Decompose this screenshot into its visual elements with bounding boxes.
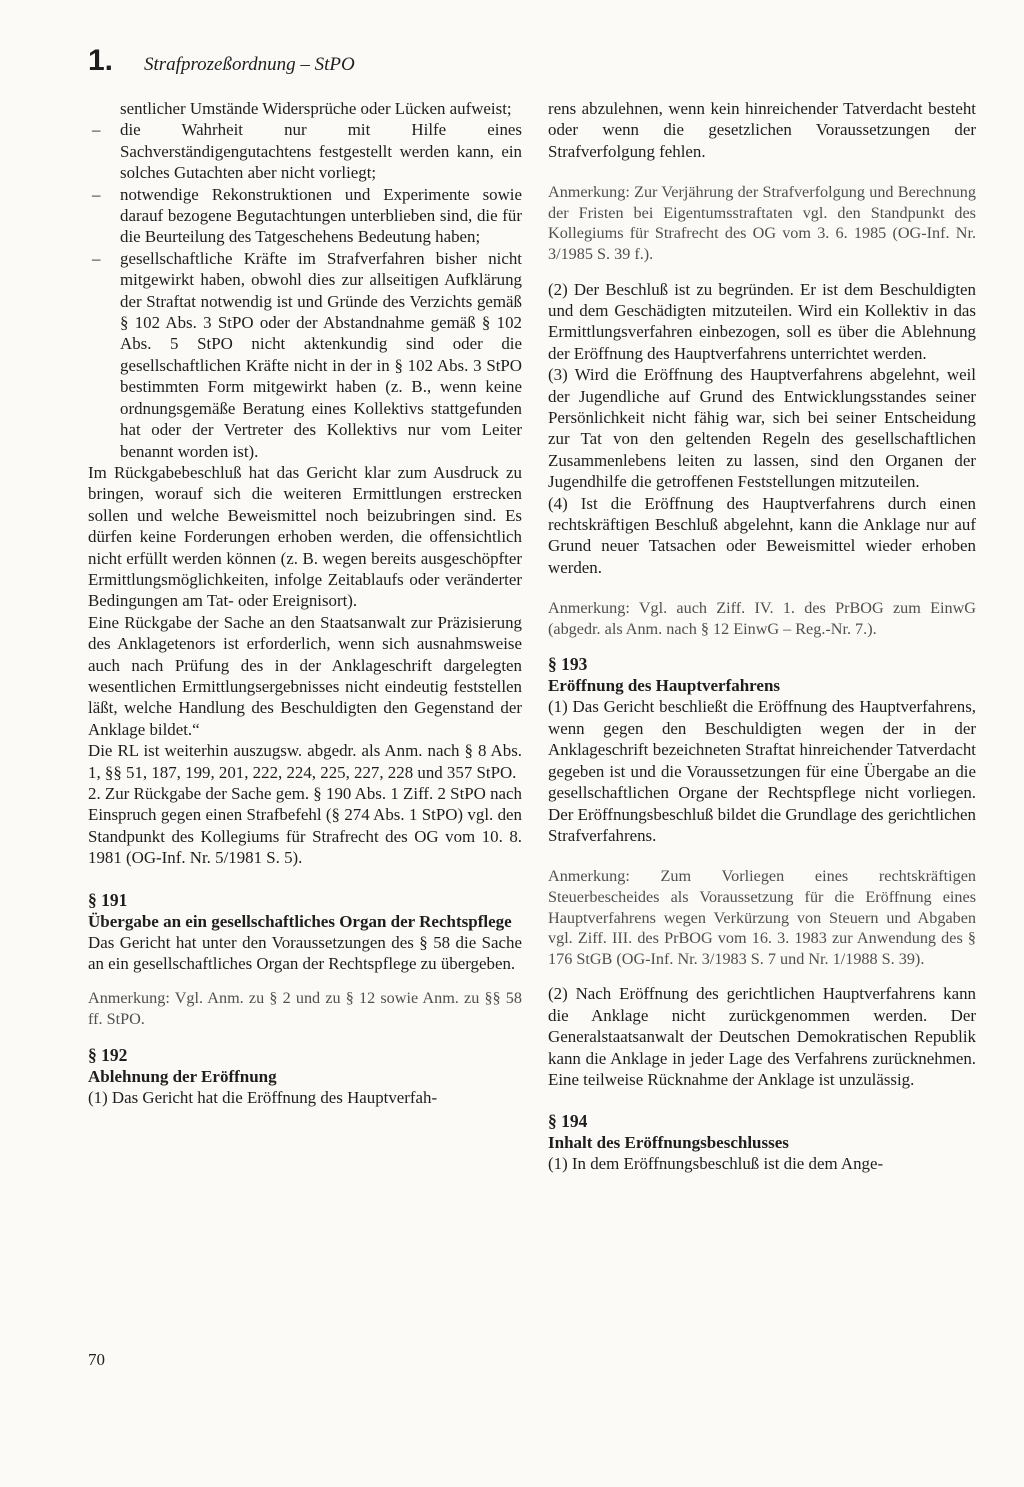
dash-item: – gesellschaftliche Kräfte im Strafverfahren bisher nicht mitgewirkt haben, obwohl dies zur allseitigen Aufklärung der Straftat notwendig ist und Gründe des Verzichts gemäß § 102 Abs. 3 StPO oder der Abstandnahme gemäß § 102 Abs. 5 StPO nicht aktenkundig sind oder die gesellschaftlichen Kräfte nicht in der in § 102 Abs. 3 StPO bestimmten Form mitgewirkt haben (z. B., wenn keine ordnungsgemäße Beratung eines Kollektivs stattgefunden hat oder der Vertreter des Kollektivs nur vom Leiter benannt worden ist). bbox=[88, 248, 522, 462]
chapter-title: Strafprozeßordnung – StPO bbox=[144, 54, 355, 75]
section-text-194: (1) In dem Eröffnungsbeschluß ist die dem Ange- bbox=[548, 1154, 884, 1174]
right-column bbox=[548, 98, 976, 1175]
annotation: Anmerkung: Zum Vorliegen eines rechtskräftigen Steuerbescheides als Voraussetzung für die Eröffnung eines Hauptverfahrens wegen Verkürzung von Steuern und Abgaben vgl. Ziff. III. des PrBOG vom 16. 3. 1983 zur Anwendung des § 176 StGB (OG-Inf. Nr. 3/1983 S. 7 und Nr. 1/1988 S. 39). bbox=[548, 867, 976, 968]
section-title-191: Übergabe an ein gesellschaftliches Organ der Rechtspflege bbox=[88, 911, 512, 931]
continued-text: sentlicher Umstände Widersprüche oder Lücken aufweist; bbox=[120, 99, 512, 118]
page-number: 70 bbox=[88, 1350, 105, 1369]
paragraph: 2. Zur Rückgabe der Sache gem. § 190 Abs. 1 Ziff. 2 StPO nach Einspruch gegen einen Strafbefehl (§ 274 Abs. 1 StPO) vgl. den Standpunkt des Kollegiums für Strafrecht des OG vom 10. 8. 1981 (OG-Inf. Nr. 5/1981 S. 5). bbox=[88, 784, 522, 868]
section-number-194: § 194 bbox=[548, 1111, 588, 1132]
paragraph: Die RL ist weiterhin auszugsw. abgedr. als Anm. nach § 8 Abs. 1, §§ 51, 187, 199, 201, 222, 224, 225, 227, 228 und 357 StPO. bbox=[88, 741, 522, 782]
annotation: Anmerkung: Zur Verjährung der Strafverfolgung und Berechnung der Fristen bei Eigentumsstraftaten vgl. den Standpunkt des Kollegiums für Strafrecht des OG vom 3. 6. 1985 (OG-Inf. Nr. 3/1985 S. 39 f.). bbox=[548, 183, 976, 263]
section-title-192: Ablehnung der Eröffnung bbox=[88, 1066, 277, 1086]
section-number-192: § 192 bbox=[88, 1044, 128, 1065]
paragraph: Eine Rückgabe der Sache an den Staatsanwalt zur Präzisierung des Anklagetenors ist erforderlich, wenn sich ausnahmsweise auch nach Prüfung des in der Anklageschrift dargelegten wesentlichen Ermittlungsergebnisses nicht eindeutig feststellen läßt, welche Handlung des Beschuldigten den Gegenstand der Anklage bildet.“ bbox=[88, 612, 522, 739]
section-text-193-1: (1) Das Gericht beschließt die Eröffnung des Hauptverfahrens, wenn gegen den Beschuldigten wegen der in der Anklageschrift bezeichneten Straftat hinreichender Tatverdacht gegeben ist und die Voraussetzungen für eine Übergabe an die gesellschaftlichen Organe der Rechtspflege nicht vorliegen. Der Eröffnungsbeschluß bildet die Grundlage des gerichtlichen Strafverfahrens. bbox=[548, 697, 976, 845]
section-text-191: Das Gericht hat unter den Voraussetzungen des § 58 die Sache an ein gesellschaftliches Organ der Rechtspflege zu übergeben. bbox=[88, 932, 522, 974]
paragraph-3: (3) Wird die Eröffnung des Hauptverfahrens abgelehnt, weil der Jugendliche auf Grund des Entwicklungsstandes seiner Persönlichkeit nicht fähig war, sich bei seiner Entscheidung zur Tat von den geltenden Regeln des gesellschaftlichen Zusammenlebens leiten zu lassen, sind den Organen der Jugendhilfe die getroffenen Feststellungen mitzuteilen. bbox=[548, 365, 976, 492]
paragraph-2: (2) Der Beschluß ist zu begründen. Er ist dem Beschuldigten und dem Geschädigten mitzuteilen. Wird ein Kollektiv in das Ermittlungsverfahren einbezogen, soll es über die Ablehnung der Eröffnung des Hauptverfahrens unterrichtet werden. bbox=[548, 279, 976, 363]
paragraph: Im Rückgabebeschluß hat das Gericht klar zum Ausdruck zu bringen, worauf sich die weiteren Ermittlungen erstrecken sollen und welche Beweismittel noch beizubringen sind. Es dürfen keine Forderungen erhoben werden, die offensichtlich nicht erfüllt werden können (z. B. wegen bereits ausgeschöpfter Ermittlungsmöglichkeiten, infolge Zeitablaufs oder veränderter Bedingungen am Tat- oder Ereignisort). bbox=[88, 462, 522, 611]
dash-item: – die Wahrheit nur mit Hilfe eines Sachverständigengutachtens festgestellt werden kann, ein solches Gutachten aber nicht vorliegt; bbox=[88, 119, 522, 183]
paragraph-4: (4) Ist die Eröffnung des Hauptverfahrens durch einen rechtskräftigen Beschluß abgelehnt, kann die Anklage nur auf Grund neuer Tatsachen oder Beweismittel wieder erhoben werden. bbox=[548, 493, 976, 577]
continued-text: rens abzulehnen, wenn kein hinreichender Tatverdacht besteht oder wenn die gesetzlichen Voraussetzungen der Strafverfolgung fehlen. bbox=[548, 99, 976, 161]
section-number-193: § 193 bbox=[548, 654, 588, 675]
page-header bbox=[88, 44, 948, 84]
chapter-number: 1. bbox=[88, 44, 114, 77]
dash-item: – notwendige Rekonstruktionen und Experimente sowie darauf bezogene Begutachtungen unterblieben sind, die für die Beurteilung des Tatgeschehens Bedeutung haben; bbox=[88, 184, 522, 248]
annotation: Anmerkung: Vgl. auch Ziff. IV. 1. des PrBOG zum EinwG (abgedr. als Anm. nach § 12 EinwG – Reg.-Nr. 7.). bbox=[548, 599, 976, 638]
section-title-193: Eröffnung des Hauptverfahrens bbox=[548, 676, 781, 696]
annotation-191: Anmerkung: Vgl. Anm. zu § 2 und zu § 12 sowie Anm. zu §§ 58 ff. StPO. bbox=[88, 989, 522, 1029]
left-column bbox=[88, 98, 522, 1108]
section-number-191: § 191 bbox=[88, 889, 128, 910]
section-title-194: Inhalt des Eröffnungsbeschlusses bbox=[548, 1133, 789, 1153]
section-text-192: (1) Das Gericht hat die Eröffnung des Hauptverfah- bbox=[88, 1087, 438, 1107]
section-text-193-2: (2) Nach Eröffnung des gerichtlichen Hauptverfahrens kann die Anklage nicht zurückgenommen werden. Der Generalstaatsanwalt der Deutschen Demokratischen Republik kann die Anklage in jeder Lage des Verfahrens zurücknehmen. Eine teilweise Rücknahme der Anklage ist unzulässig. bbox=[548, 984, 976, 1089]
